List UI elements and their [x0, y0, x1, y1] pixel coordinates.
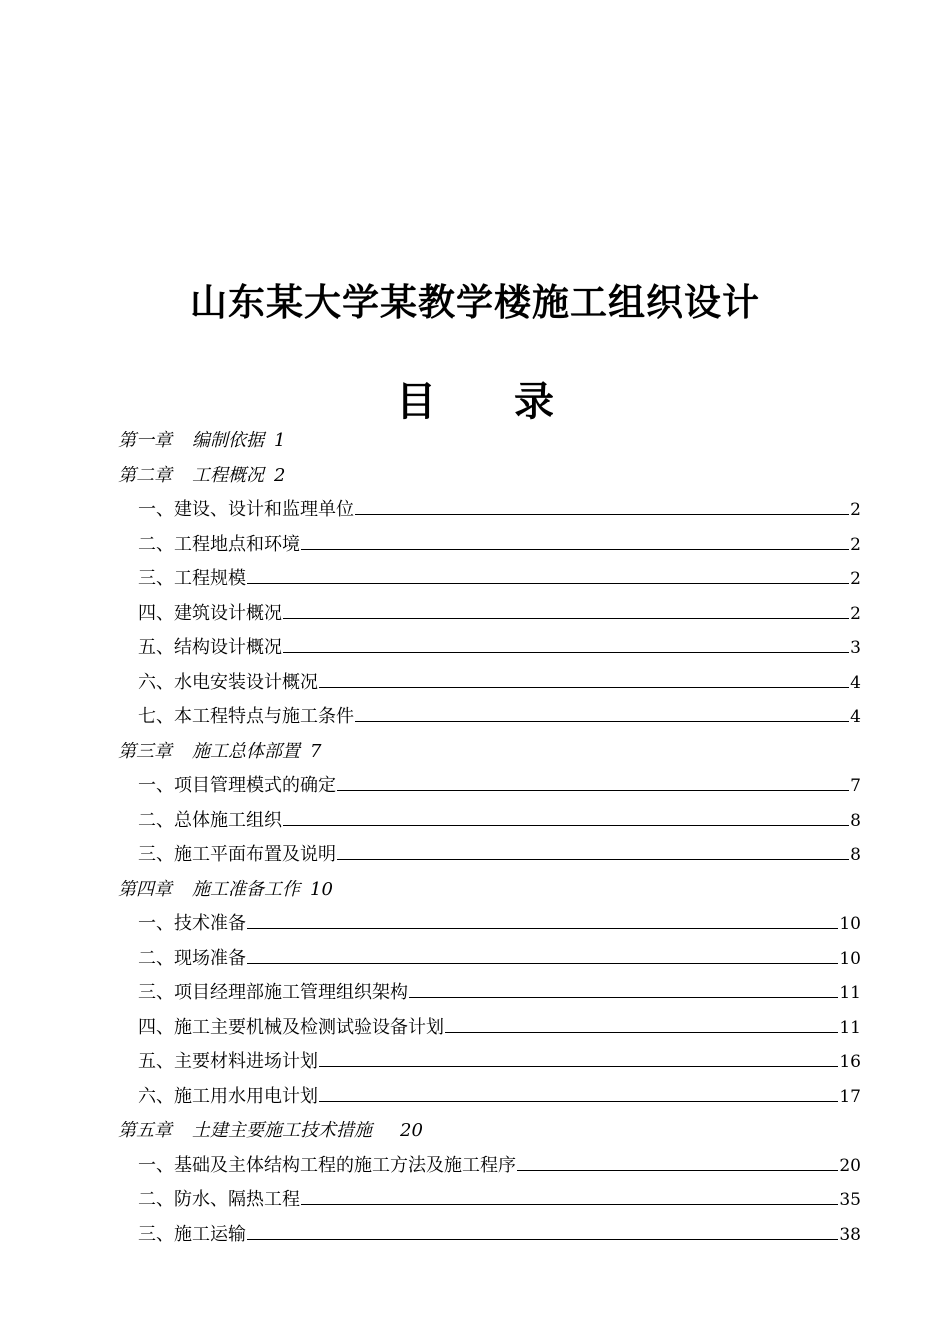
toc-leader-line — [247, 908, 838, 929]
toc-entry-page: 10 — [839, 948, 861, 969]
toc-entry-label: 一、技术准备 — [138, 913, 246, 934]
toc-entry[interactable] — [138, 1011, 861, 1045]
toc-entry-page: 3 — [850, 638, 861, 658]
toc-entry-page: 2 — [850, 603, 861, 624]
toc-entry-label: 七、本工程特点与施工条件 — [138, 706, 354, 727]
toc-entry[interactable] — [138, 769, 861, 803]
chapter-title: 编制依据 — [192, 430, 264, 451]
toc-entry[interactable] — [138, 838, 861, 872]
toc-entry[interactable] — [138, 597, 861, 631]
toc-entry[interactable] — [138, 1218, 861, 1252]
chapter-page: 20 — [400, 1120, 423, 1141]
toc-entry-label: 三、施工运输 — [138, 1223, 246, 1245]
toc-leader-line — [355, 494, 849, 515]
toc-entry-label: 五、主要材料进场计划 — [138, 1051, 318, 1072]
toc-heading — [0, 370, 950, 427]
toc-entry[interactable] — [138, 666, 861, 700]
toc-entry-label: 一、项目管理模式的确定 — [138, 775, 336, 796]
chapter-label: 第五章 — [118, 1120, 172, 1141]
toc-entry-page: 2 — [850, 534, 861, 555]
toc-entry[interactable] — [138, 631, 861, 665]
toc-entry-page: 10 — [839, 914, 861, 934]
toc-entry-page: 4 — [850, 672, 861, 693]
toc-leader-line — [283, 632, 849, 653]
toc-entry-page: 4 — [850, 707, 861, 727]
toc-entry-label: 六、施工用水用电计划 — [138, 1085, 318, 1107]
chapter-page: 2 — [274, 464, 286, 486]
toc-entry-label: 四、建筑设计概况 — [138, 602, 282, 624]
toc-entry-page: 11 — [839, 1017, 861, 1038]
toc-leader-line — [319, 1046, 838, 1067]
toc-entry[interactable] — [138, 562, 861, 596]
toc-entry[interactable] — [138, 493, 861, 527]
toc-chapter-4[interactable] — [118, 873, 333, 907]
chapter-page: 7 — [310, 740, 322, 762]
toc-entry-label: 三、工程规模 — [138, 568, 246, 589]
chapter-title: 施工总体部置 — [192, 740, 300, 762]
toc-chapter-1[interactable] — [118, 424, 285, 458]
toc-chapter-3[interactable] — [118, 735, 321, 769]
toc-entry-label: 一、建设、设计和监理单位 — [138, 499, 354, 520]
toc-leader-line — [283, 805, 849, 826]
toc-entry-page: 11 — [839, 983, 861, 1003]
chapter-page: 1 — [274, 430, 286, 451]
toc-leader-line — [517, 1150, 838, 1171]
toc-entry-page: 16 — [839, 1052, 861, 1072]
toc-entry-label: 二、防水、隔热工程 — [138, 1189, 300, 1210]
chapter-title: 工程概况 — [192, 464, 264, 486]
toc-entry-page: 35 — [839, 1190, 861, 1210]
toc-entry-page: 2 — [850, 500, 861, 520]
toc-entry[interactable] — [138, 700, 861, 734]
toc-entry[interactable] — [138, 1045, 861, 1079]
toc-heading-right: 录 — [514, 378, 554, 425]
toc-leader-line — [337, 770, 849, 791]
document-title: 山东某大学某教学楼施工组织设计 — [190, 280, 760, 324]
toc-entry-label: 三、施工平面布置及说明 — [138, 844, 336, 865]
chapter-label: 第三章 — [118, 740, 172, 762]
toc-entry[interactable] — [138, 1149, 861, 1183]
toc-entry-label: 三、项目经理部施工管理组织架构 — [138, 982, 408, 1003]
toc-leader-line — [337, 839, 849, 860]
chapter-page: 10 — [310, 878, 333, 900]
toc-entry-page: 8 — [850, 810, 861, 831]
chapter-label: 第二章 — [118, 464, 172, 486]
toc-entry-label: 二、现场准备 — [138, 947, 246, 969]
toc-entry-page: 2 — [850, 569, 861, 589]
toc-entry-page: 8 — [850, 845, 861, 865]
toc-entry-label: 四、施工主要机械及检测试验设备计划 — [138, 1016, 444, 1038]
toc-entry[interactable] — [138, 976, 861, 1010]
toc-entry[interactable] — [138, 528, 861, 562]
toc-leader-line — [445, 1012, 838, 1033]
toc-entry-page: 17 — [839, 1086, 861, 1107]
chapter-title: 施工准备工作 — [192, 878, 300, 900]
chapter-title: 土建主要施工技术措施 — [192, 1120, 372, 1141]
toc-leader-line — [355, 701, 849, 722]
toc-leader-line — [319, 1081, 838, 1102]
toc-leader-line — [409, 977, 838, 998]
toc-leader-line — [247, 563, 849, 584]
chapter-label: 第四章 — [118, 878, 172, 900]
toc-leader-line — [301, 529, 849, 550]
toc-entry-page: 7 — [850, 776, 861, 796]
toc-heading-left: 目 — [396, 378, 436, 425]
toc-chapter-2[interactable] — [118, 459, 285, 493]
toc-leader-line — [247, 1219, 838, 1240]
toc-leader-line — [247, 943, 838, 964]
toc-entry-label: 六、水电安装设计概况 — [138, 671, 318, 693]
toc-entry-label: 二、工程地点和环境 — [138, 533, 300, 555]
toc-entry-page: 20 — [839, 1155, 861, 1176]
toc-entry[interactable] — [138, 804, 861, 838]
toc-leader-line — [283, 598, 849, 619]
toc-leader-line — [301, 1184, 838, 1205]
toc-leader-line — [319, 667, 849, 688]
toc-chapter-5[interactable] — [118, 1114, 423, 1148]
toc-entry-page: 38 — [839, 1224, 861, 1245]
toc-entry[interactable] — [138, 1080, 861, 1114]
chapter-label: 第一章 — [118, 430, 172, 451]
toc-entry-label: 二、总体施工组织 — [138, 809, 282, 831]
toc-entry[interactable] — [138, 942, 861, 976]
toc-entry[interactable] — [138, 1183, 861, 1217]
toc-entry-label: 五、结构设计概况 — [138, 637, 282, 658]
toc-entry[interactable] — [138, 907, 861, 941]
toc-entry-label: 一、基础及主体结构工程的施工方法及施工程序 — [138, 1154, 516, 1176]
